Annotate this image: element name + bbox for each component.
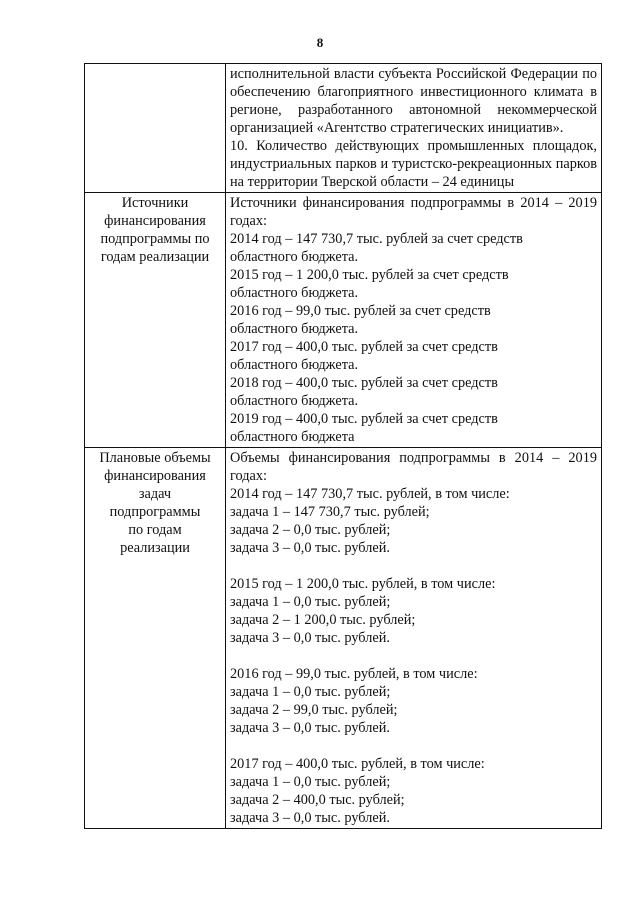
funding-year-line: 2015 год – 1 200,0 тыс. рублей за счет средств — [230, 267, 509, 283]
task-3-line: задача 3 – 0,0 тыс. рублей. — [230, 540, 390, 556]
spacer — [230, 737, 597, 755]
task-block-head: 2015 год – 1 200,0 тыс. рублей, в том числе: — [230, 576, 496, 592]
planned-volumes-label-cell — [85, 448, 226, 829]
funding-year-source: областного бюджета. — [230, 285, 359, 301]
funding-year-2018 — [230, 374, 597, 410]
task-2-line: задача 2 – 0,0 тыс. рублей; — [230, 522, 391, 538]
task-1-line: задача 1 – 0,0 тыс. рублей; — [230, 774, 391, 790]
table-row-indicators — [85, 64, 602, 193]
spacer — [230, 647, 597, 665]
left-cell-empty — [85, 64, 226, 193]
planned-volumes-cell — [226, 448, 602, 829]
funding-sources-intro: Источники финансирования подпрограммы в 2014 – 2019 годах: — [230, 195, 597, 229]
table-row-funding-sources — [85, 193, 602, 448]
spacer — [230, 557, 597, 575]
funding-year-source: областного бюджета. — [230, 321, 359, 337]
page-number: 8 — [316, 35, 324, 50]
task-2-line: задача 2 – 99,0 тыс. рублей; — [230, 702, 398, 718]
task-3-line: задача 3 – 0,0 тыс. рублей. — [230, 810, 390, 826]
indicator-10: 10. Количество действующих промышленных площадок, индустриальных парков и туристско-рекреационных парков на территории Тверской области – 24 единицы — [230, 138, 597, 190]
task-block-head: 2017 год – 400,0 тыс. рублей, в том числе: — [230, 756, 485, 772]
funding-year-line: 2016 год – 99,0 тыс. рублей за счет средств — [230, 303, 491, 319]
funding-year-2014 — [230, 230, 597, 266]
task-block-2015 — [230, 575, 597, 647]
planned-volumes-label — [89, 449, 221, 557]
funding-sources-label: Источники финансирования подпрограммы по годам реализации — [100, 195, 210, 265]
funding-year-source: областного бюджета. — [230, 393, 359, 409]
funding-year-2015 — [230, 266, 597, 302]
planned-volumes-intro: Объемы финансирования подпрограммы в 2014 – 2019 годах: — [230, 450, 597, 484]
task-block-2017 — [230, 755, 597, 827]
task-1-line: задача 1 – 0,0 тыс. рублей; — [230, 684, 391, 700]
task-block-head: 2016 год – 99,0 тыс. рублей, в том числе: — [230, 666, 478, 682]
label-line: финансирования — [104, 468, 206, 484]
task-block-2014 — [230, 485, 597, 557]
task-3-line: задача 3 – 0,0 тыс. рублей. — [230, 720, 390, 736]
task-2-line: задача 2 – 400,0 тыс. рублей; — [230, 792, 405, 808]
table-row-planned-volumes — [85, 448, 602, 829]
task-block-head: 2014 год – 147 730,7 тыс. рублей, в том числе: — [230, 486, 510, 502]
task-1-line: задача 1 – 147 730,7 тыс. рублей; — [230, 504, 430, 520]
label-line: реализации — [120, 540, 190, 556]
task-3-line: задача 3 – 0,0 тыс. рублей. — [230, 630, 390, 646]
subprogram-passport-table — [84, 63, 602, 829]
indicator-9-continuation: исполнительной власти субъекта Российской Федерации по обеспечению благоприятного инвестиционного климата в регионе, разработанного автономной некоммерческой организацией «Агентство стратегических инициатив». — [230, 66, 597, 136]
task-block-2016 — [230, 665, 597, 737]
funding-year-2016 — [230, 302, 597, 338]
funding-year-line: 2017 год – 400,0 тыс. рублей за счет средств — [230, 339, 498, 355]
funding-year-source: областного бюджета. — [230, 357, 359, 373]
funding-sources-label-cell — [85, 193, 226, 448]
indicators-cell — [226, 64, 602, 193]
label-line: Плановые объемы — [99, 450, 211, 466]
funding-sources-cell — [226, 193, 602, 448]
label-line: по годам — [128, 522, 182, 538]
label-line: задач — [138, 486, 172, 502]
funding-year-source: областного бюджета. — [230, 249, 359, 265]
funding-year-line: 2019 год – 400,0 тыс. рублей за счет средств — [230, 411, 498, 427]
label-line: подпрограммы — [109, 504, 201, 520]
task-1-line: задача 1 – 0,0 тыс. рублей; — [230, 594, 391, 610]
funding-year-2017 — [230, 338, 597, 374]
funding-year-line: 2014 год – 147 730,7 тыс. рублей за счет средств — [230, 231, 523, 247]
funding-year-2019 — [230, 410, 597, 446]
task-2-line: задача 2 – 1 200,0 тыс. рублей; — [230, 612, 416, 628]
funding-year-line: 2018 год – 400,0 тыс. рублей за счет средств — [230, 375, 498, 391]
funding-year-source: областного бюджета — [230, 429, 355, 445]
